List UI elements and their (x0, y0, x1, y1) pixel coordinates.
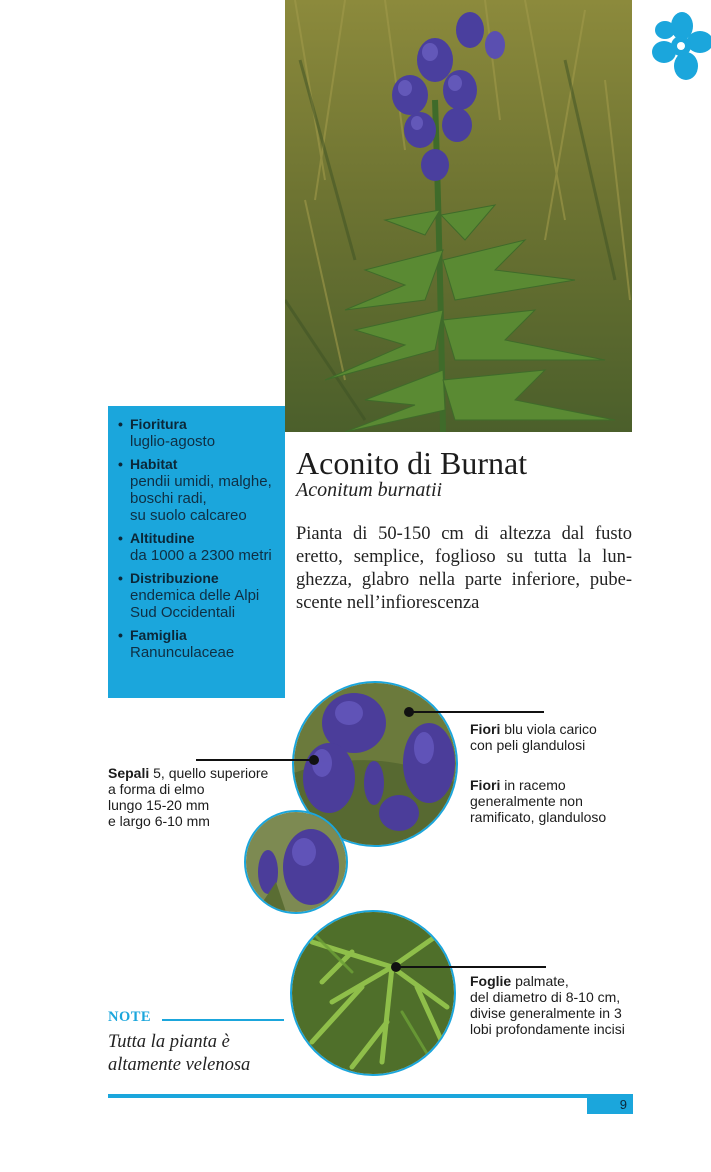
callout-line-flowers (409, 711, 544, 713)
info-label: Altitudine (130, 530, 195, 546)
species-common-name: Aconito di Burnat (296, 445, 528, 481)
info-distribution (118, 570, 277, 621)
species-latin-name: Aconitum burnatii (296, 479, 443, 501)
annotation-text: in racemo generalmente non ramificato, glanduloso (470, 777, 607, 825)
callout-line-sepals (196, 759, 314, 761)
info-label: Habitat (130, 456, 178, 472)
info-flowering (118, 416, 277, 450)
info-label: Famiglia (130, 627, 187, 643)
annotation-term: Sepali (108, 765, 150, 781)
bullet: • (118, 570, 123, 586)
note-divider (162, 1019, 284, 1021)
main-plant-photo (285, 0, 632, 432)
plant-photo-illustration (285, 0, 632, 432)
annotation-text: 5, quello superiore a forma di elmo lungo 15-20 mm e largo 6-10 mm (108, 765, 269, 829)
leaf-detail-photo (290, 910, 456, 1076)
info-value: luglio-agosto (130, 433, 216, 450)
annotation-term: Foglie (470, 973, 512, 989)
info-altitude (118, 530, 277, 564)
species-info-box (108, 406, 285, 698)
footer-rule (108, 1094, 633, 1098)
page-number: 9 (619, 1097, 627, 1112)
flower-logo-icon (650, 8, 711, 88)
note-text: Tutta la pianta è altamente velenosa (108, 1032, 251, 1075)
note-heading: NOTE (108, 1009, 152, 1025)
annotation-leaves (470, 973, 625, 1037)
info-value: Ranunculaceae (130, 644, 235, 661)
annotation-text: palmate, del diametro di 8-10 cm, divise generalmente in 3 lobi profondamente incisi (470, 973, 625, 1037)
info-value: pendii umidi, malghe, boschi radi, su suolo calcareo (130, 473, 272, 524)
bullet: • (118, 530, 123, 546)
info-label: Fioritura (130, 416, 187, 432)
callout-line-leaves (396, 966, 546, 968)
info-label: Distribuzione (130, 570, 219, 586)
annotation-sepals (108, 765, 268, 829)
bullet: • (118, 416, 123, 432)
annotation-text: blu viola carico con peli glandulosi (470, 721, 597, 753)
species-description: Pianta di 50-150 cm di altezza dal fusto eretto, semplice, foglioso su tutta la lun-ghezza, glabro nella parte inferiore, pube-scente nell’infiorescenza (296, 524, 632, 613)
annotation-flowers-raceme (470, 777, 606, 825)
page-number-box (587, 1094, 633, 1114)
info-value: endemica delle Alpi Sud Occidentali (130, 587, 260, 621)
bullet: • (118, 627, 123, 643)
annotation-flowers-color (470, 721, 597, 753)
info-value: da 1000 a 2300 metri (130, 547, 272, 564)
leaf-closeup-illustration (292, 912, 454, 1074)
info-family (118, 627, 277, 661)
bullet: • (118, 456, 123, 472)
annotation-term: Fiori (470, 721, 501, 737)
info-habitat (118, 456, 277, 524)
annotation-term: Fiori (470, 777, 501, 793)
